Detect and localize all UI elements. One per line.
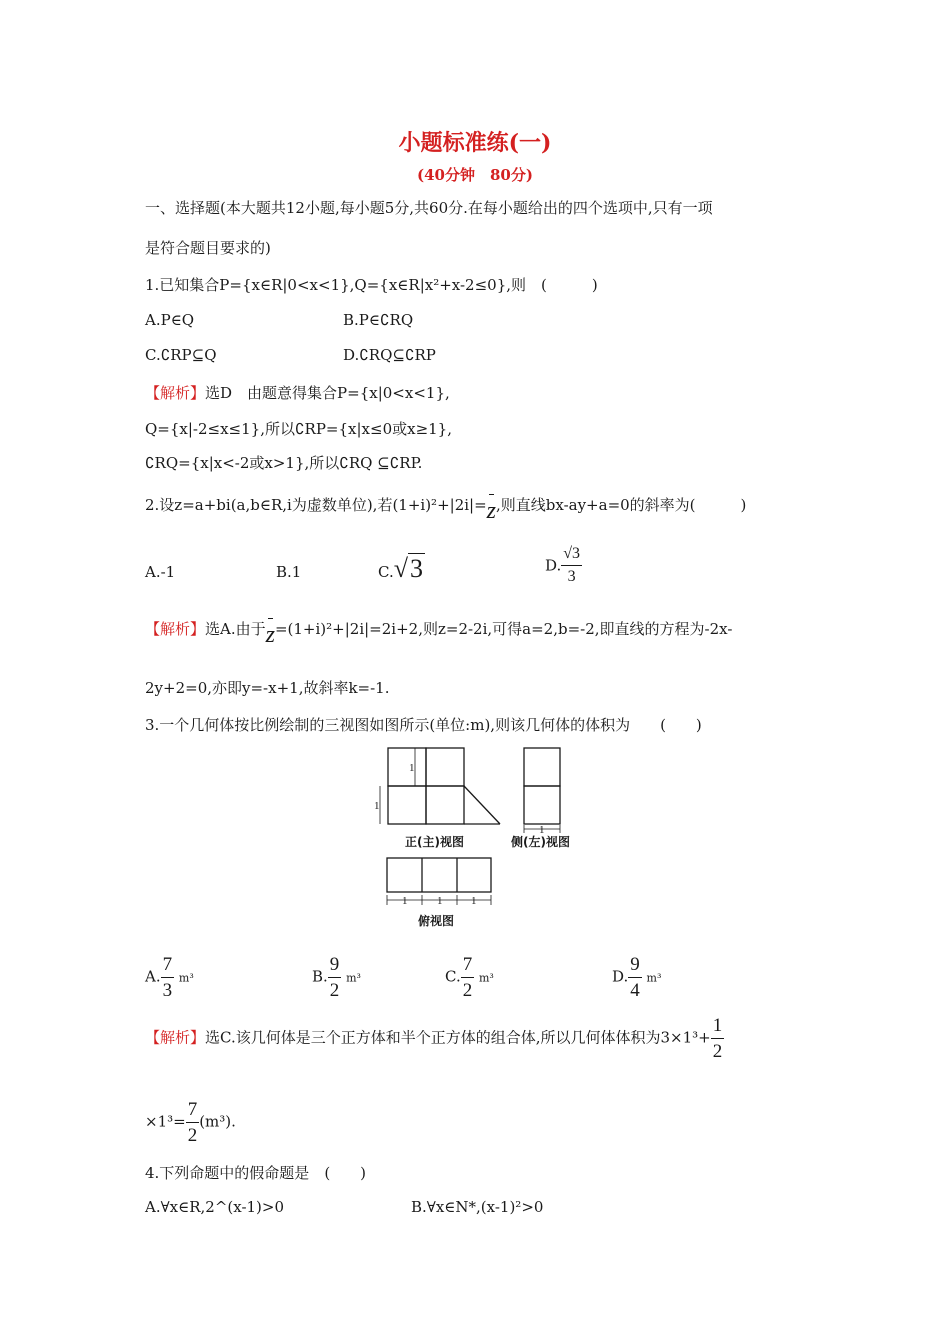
q3-option-c: C. $\frac{7}{2}$ m³	[445, 954, 494, 1001]
front-view-top-cube	[388, 748, 426, 786]
side-view-label: 侧(左)视图	[511, 835, 570, 849]
dim-label: 1	[471, 895, 477, 907]
z-conjugate: z	[265, 622, 275, 648]
front-view-top-right	[426, 748, 464, 786]
q2-stem	[145, 490, 747, 524]
analysis-tag: 【解析】	[145, 620, 206, 638]
q2-option-c	[378, 554, 425, 584]
side-view-top	[524, 748, 560, 786]
q2-analysis-text-a: 选A.由于	[205, 620, 266, 638]
q4-option-a: A.∀x∈R,2^(x-1)>0	[145, 1198, 285, 1216]
side-view-bottom	[524, 786, 560, 824]
dim-label: 1	[437, 895, 443, 907]
fraction: $\frac{9}{4}$	[630, 954, 640, 1001]
analysis-tag: 【解析】	[145, 384, 206, 402]
q2-stem-part2: ,则直线bx-ay+a=0的斜率为( )	[496, 496, 747, 514]
q1-analysis-line3: ∁RQ={x|x<-2或x>1},所以∁RQ ⊆∁RP.	[145, 454, 423, 472]
dim-label: 1	[374, 800, 380, 812]
dim-label: 1	[409, 762, 415, 774]
fraction-one-half: $\frac{1}{2}$	[712, 1015, 723, 1062]
q4-stem: 4.下列命题中的假命题是 ( )	[145, 1164, 367, 1182]
q1-option-b: B.P∈∁RQ	[343, 311, 414, 329]
q1-option-a: A.P∈Q	[145, 311, 195, 329]
q2-option-d-prefix: D.	[545, 556, 562, 575]
q1-option-d: D.∁RQ⊆∁RP	[343, 346, 436, 364]
q2-option-c-prefix: C.	[378, 563, 394, 581]
q2-analysis-line1	[145, 614, 733, 648]
q2-option-d	[545, 546, 582, 585]
dim-label: 1	[539, 824, 545, 836]
q2-analysis-text-b: =(1+i)²+|2i|=2i+2,则z=2-2i,可得a=2,b=-2,即直线的方程为-2x-	[274, 620, 733, 638]
q3-analysis-line1: 【解析】选C.该几何体是三个正方体和半个正方体的组合体,所以几何体体积为3×1³+ $\frac{1}{2}$	[145, 1015, 723, 1062]
q4-option-b: B.∀x∈N*,(x-1)²>0	[411, 1198, 544, 1216]
front-view-bottom-right	[426, 786, 464, 824]
q3-analysis-line2: ×1³= $\frac{7}{2}$ (m³).	[145, 1099, 236, 1146]
top-view-outline	[387, 858, 491, 892]
q3-option-a: A. $\frac{7}{3}$ m³	[145, 954, 194, 1001]
page-subtitle: (40分钟 80分)	[417, 166, 533, 184]
q1-analysis-line2: Q={x|-2≤x≤1},所以∁RP={x|x≤0或x≥1},	[145, 420, 452, 438]
q1-option-c: C.∁RP⊆Q	[145, 346, 217, 364]
q1-analysis-line1	[145, 382, 450, 403]
front-view-label: 正(主)视图	[405, 835, 464, 849]
q2-analysis-line2: 2y+2=0,亦即y=-x+1,故斜率k=-1.	[145, 679, 390, 697]
q1-stem: 1.已知集合P={x∈R|0<x<1},Q={x∈R|x²+x-2≤0},则 ( )	[145, 276, 598, 294]
fraction-sqrt3-over-3: $\frac{√3}{3}$	[563, 545, 581, 585]
fraction: $\frac{7}{3}$	[162, 954, 173, 1001]
q3-option-b: B. $\frac{9}{2}$ m³	[312, 954, 361, 1001]
front-view-slant	[464, 786, 500, 824]
q2-option-b: B.1	[276, 563, 302, 581]
three-view-figure	[370, 745, 585, 935]
dim-label: 1	[402, 895, 408, 907]
fraction-seven-halves: $\frac{7}{2}$	[187, 1099, 198, 1146]
analysis-tag: 【解析】	[145, 1028, 206, 1047]
fraction: $\frac{9}{2}$	[329, 954, 340, 1001]
q1-analysis-text: 选D 由题意得集合P={x|0<x<1},	[205, 384, 450, 402]
fraction: $\frac{7}{2}$	[462, 954, 473, 1001]
q3-stem: 3.一个几何体按比例绘制的三视图如图所示(单位:m),则该几何体的体积为 ( )	[145, 716, 702, 734]
q2-stem-part1: 2.设z=a+bi(a,b∈R,i为虚数单位),若(1+i)²+|2i|=	[145, 496, 487, 514]
z-conjugate: z	[486, 498, 496, 524]
q2-option-a: A.-1	[145, 563, 176, 581]
section-heading-line1: 一、选择题(本大题共12小题,每小题5分,共60分.在每小题给出的四个选项中,只有一项	[145, 199, 713, 217]
q3-option-d: D. $\frac{9}{4}$ m³	[612, 954, 662, 1001]
section-heading-line2: 是符合题目要求的)	[145, 239, 271, 257]
page-title: 小题标准练(一)	[398, 130, 552, 156]
sqrt-3: √3	[393, 554, 423, 583]
front-view-bottom-left	[388, 786, 426, 824]
top-view-label: 俯视图	[418, 914, 455, 928]
